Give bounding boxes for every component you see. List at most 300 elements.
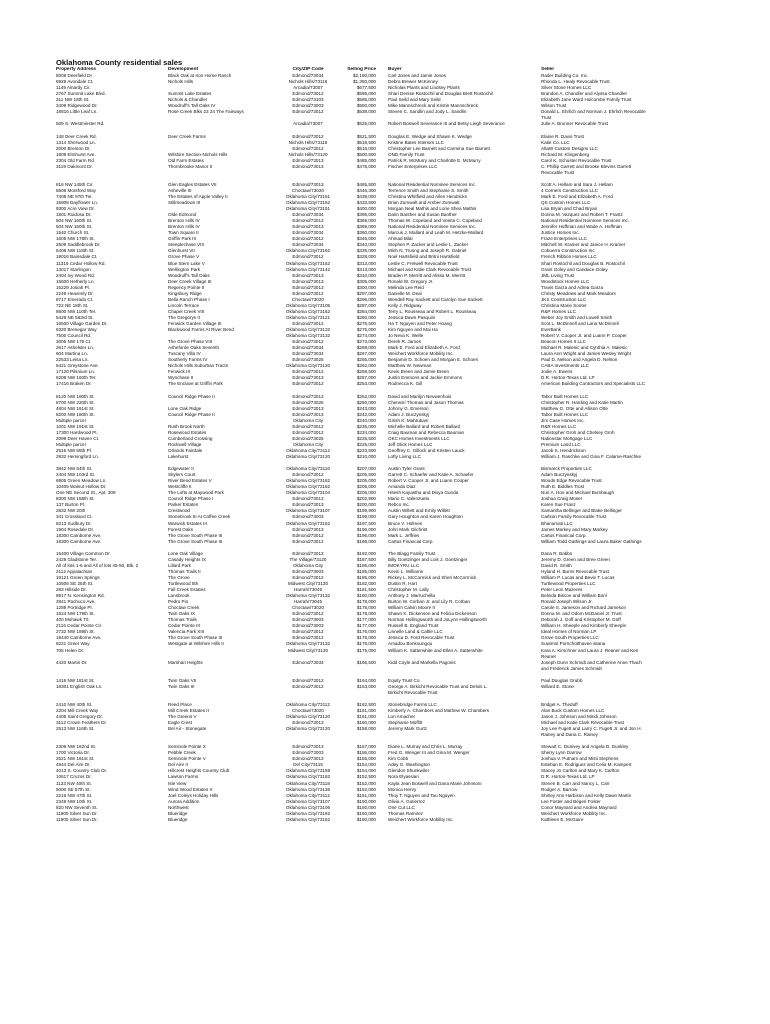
development-cell: Kingsbury Ridge	[168, 290, 202, 296]
buyer-cell: Jessica D. Ford Revocable Trust	[388, 635, 455, 641]
selling-price-cell: $677,500	[356, 85, 376, 91]
selling-price-cell: $207,000	[356, 466, 376, 472]
selling-price-cell: $156,000	[356, 750, 376, 756]
development-cell: Reed Place	[168, 701, 192, 707]
development-cell: Forest Oaks	[168, 526, 194, 532]
selling-price-cell: $305,000	[356, 278, 376, 284]
buyer-cell: Steven C. Sandlin and Jody L. Sandlin	[388, 109, 467, 115]
development-cell: Rush Brook North	[168, 423, 205, 429]
development-cell: Twin Oaks IX	[168, 611, 196, 617]
property-address-cell: 8300 NW 158th St.	[56, 496, 95, 502]
selling-price-cell: $300,000	[356, 284, 376, 290]
seller-cell: Christy Meadows and Mark Meadors	[541, 290, 616, 296]
buyer-cell: Ha T. Nguyen and Peter Hoang	[388, 320, 452, 326]
buyer-cell: Kelly J. Ridgway	[388, 302, 422, 308]
seller-cell: Woods Edge Revocable Trust	[541, 478, 602, 484]
city-zip-cell	[278, 690, 338, 696]
property-address-cell: 8917 N. Kensington Rd.	[56, 593, 105, 599]
selling-price-cell: $150,000	[356, 798, 376, 804]
seller-cell: Weichert Workforce Mobility Inc.	[541, 810, 607, 816]
seller-cell: R&P Homes LLC	[541, 308, 576, 314]
city-zip-cell: Edmond/73013	[292, 375, 324, 381]
property-address-cell: 19016 Bainsdale Ct.	[56, 254, 98, 260]
seller-cell: Tabor Built Homes LLC	[541, 393, 589, 399]
buyer-cell: Jeremy Mark Gurtz	[388, 726, 428, 732]
selling-price-cell: $345,000	[356, 236, 376, 242]
selling-price-cell: $192,000	[356, 550, 376, 556]
city-zip-cell: Oklahoma City/73120	[285, 714, 331, 720]
development-cell: Lakehurst	[168, 454, 189, 459]
buyer-cell: Cheramí Thomas and Jason Thomas	[388, 399, 464, 405]
buyer-cell: Amanda Diaz	[388, 484, 416, 490]
selling-price-cell: $178,000	[356, 605, 376, 611]
seller-cell: Kathleen E. McGuire	[541, 816, 584, 822]
seller-cell: Rainey and Dana C. Rainey	[541, 732, 598, 738]
development-cell: Council Ridge Phase II	[168, 393, 215, 399]
seller-cell: R&R Homes LLC	[541, 423, 577, 429]
property-address-cell: 400 Mohawk Trl.	[56, 617, 90, 623]
buyer-cell: Jessica Dawn Pasquini	[388, 314, 436, 320]
selling-price-cell: $185,000	[356, 574, 376, 580]
seller-cell: Mark E. Ford and Elizabeth A. Ford	[541, 193, 613, 199]
development-cell: The Gregorys II	[168, 314, 200, 320]
seller-cell: Christopher Groh and Chelsey Groh	[541, 429, 615, 435]
buyer-cell: Johnny G. Emerson	[388, 405, 429, 411]
development-cell: The Grove South Phase III	[168, 532, 223, 538]
development-cell	[168, 732, 278, 738]
seller-cell: Mitchell W. Kramer and Janice H. Kramer	[541, 242, 626, 248]
selling-price-cell: $161,000	[356, 707, 376, 713]
seller-cell: Ronald Joseph Wilson Jr.	[541, 599, 593, 605]
buyer-cell: Michael and Katie Clark Revocable Trust	[388, 266, 471, 272]
seller-cell: Dana R. Babbs	[541, 550, 573, 556]
property-address-cell: 4844 Del Aire Dr.	[56, 762, 91, 768]
city-zip-cell: Oklahoma City	[292, 417, 324, 423]
table-row	[56, 690, 716, 696]
property-address-cell	[56, 690, 168, 696]
seller-cell: Carole S. Jameson and Richard Jameson	[541, 605, 627, 611]
buyer-cell: Monica Henry	[388, 786, 417, 792]
seller-cell: William J. Raschke and Gina F. Calame-Raschke	[541, 454, 642, 459]
seller-cell: David R. Smith	[541, 562, 572, 568]
city-zip-cell: Oklahoma City/73151	[285, 206, 331, 212]
property-address-cell: 18301 English Oak Ln.	[56, 683, 103, 689]
city-zip-cell: Oklahoma City/73112	[286, 447, 330, 453]
development-cell: Stillmeadows III	[168, 200, 201, 206]
development-cell: Seminole Pointe V	[168, 756, 206, 762]
selling-price-cell: $205,500	[356, 472, 376, 478]
property-address-cell: 9300 Acre View Dr.	[56, 206, 95, 212]
buyer-cell: Billy Goetzinger and Lois J. Goetzinger	[388, 556, 468, 562]
development-cell: The Greens V	[168, 714, 197, 720]
property-address-cell: 8717 Emerado Ct.	[56, 296, 94, 302]
city-zip-cell: Oklahoma City/73120	[285, 363, 331, 369]
selling-price-cell: $185,000	[356, 568, 376, 574]
buyer-cell: Jeff Glick Homes LLC	[388, 441, 433, 447]
seller-cell: Weber Joy Smith and Lowell Smith	[541, 314, 613, 320]
seller-cell: QS Custom Homes LLC	[541, 200, 591, 206]
city-zip-cell: Edmond/73012	[292, 254, 324, 260]
property-address-cell: 5008 Deerfield Dr.	[56, 73, 94, 79]
property-address-cell: 1133 NW 40th St.	[56, 780, 92, 786]
buyer-cell: Kim Nguyen and Mai Ha	[388, 327, 438, 333]
city-zip-cell: Oklahoma City/73162	[285, 520, 331, 526]
table-row	[56, 121, 716, 127]
seller-cell: American Building Contractors and Specialists LLC	[541, 381, 645, 387]
property-address-cell: 2112 Appalachian	[56, 568, 93, 574]
buyer-cell: Fischer Enterprises LLC	[388, 163, 438, 169]
selling-price-cell: $155,000	[356, 756, 376, 762]
seller-cell: James Markey and Mary Markey	[541, 526, 608, 532]
development-cell: Westgate at Wilshire Hills II	[168, 641, 224, 647]
development-cell: Thomas Trails	[168, 617, 197, 623]
buyer-cell: Linnelle Land & Cattle LLC	[388, 629, 443, 635]
buyer-cell: Olivia A. Gutierrez	[388, 798, 426, 804]
development-cell: Nichols Hills	[168, 79, 194, 85]
selling-price-cell: $235,000	[356, 423, 376, 429]
property-address-cell: 2767 Summit Lake Blvd.	[56, 91, 106, 97]
city-zip-cell: Edmond/73013	[292, 550, 324, 556]
property-address-cell: 4013 S. Country Club Dr.	[56, 768, 108, 774]
property-address-cell: 2349 NW 10th St.	[56, 798, 93, 804]
city-zip-cell: The Village/73120	[289, 556, 327, 562]
city-zip-cell: Choctaw/73020	[292, 707, 324, 713]
city-zip-cell: Edmond/73025	[292, 399, 324, 405]
city-zip-cell: Edmond/73013	[292, 405, 324, 411]
seller-cell: Willard E. Stone	[541, 683, 574, 689]
buyer-cell: Christopher Lee Barnett and Carmina Sue Barnett	[388, 145, 490, 151]
development-cell: Aurora Addition	[168, 798, 200, 804]
selling-price-cell: $446,300	[356, 187, 376, 193]
buyer-cell: Stephanie Moffitt	[388, 720, 423, 726]
selling-price-cell: $178,000	[356, 611, 376, 617]
selling-price-cell: $160,000	[356, 720, 376, 726]
buyer-cell: Geoffrey C. Gillock and Kristen Lauck	[388, 447, 465, 453]
buyer-cell: Stephen P. Zacker and Leslie L. Zacker	[388, 242, 469, 248]
property-address-cell: 1904 Rosedale Dr.	[56, 526, 95, 532]
city-zip-cell: Edmond/73012	[292, 320, 324, 326]
property-address-cell: 8600 NW 110th Ter.	[56, 308, 97, 314]
development-cell	[168, 666, 278, 672]
seller-cell: CABA Investments LLC	[541, 363, 590, 369]
city-zip-cell: Edmond/73012	[292, 629, 324, 635]
seller-cell: Stacey Jo Carlton and Mary K. Carlton	[541, 768, 620, 774]
selling-price-cell: $205,000	[356, 484, 376, 490]
buyer-cell: Thomas Ramirez	[388, 810, 423, 816]
development-cell: Asheforde Oaks Seventh	[168, 345, 220, 351]
buyer-cell: Carl Jones and Jamie Jones	[388, 73, 446, 79]
property-address-cell: 18300 Cambome Ave.	[56, 532, 102, 538]
buyer-cell: William K. Satterwhite and Ellen A. Satterwhite	[388, 647, 483, 653]
selling-price-cell: $360,000	[356, 230, 376, 236]
selling-price-cell: $162,500	[356, 701, 376, 707]
property-address-cell: 1001 NW 191st St.	[56, 423, 95, 429]
property-address-cell: 11900 Silver Sun Dr.	[56, 816, 98, 822]
buyer-cell: Russell B. England Trust	[388, 623, 439, 629]
development-cell	[168, 170, 278, 176]
seller-cell: Rader Building Co. Inc.	[541, 73, 589, 79]
sales-report	[56, 58, 716, 823]
selling-price-cell: $240,000	[356, 417, 376, 423]
seller-cell: Jodie A. Ewens	[541, 369, 573, 375]
seller-cell: Samantha Bellinger and Blake Bellinger	[541, 508, 622, 514]
seller-cell: National Residential Nominee Services Inc.	[541, 218, 630, 224]
seller-cell: Sherry Lynn Darrow	[541, 750, 582, 756]
seller-cell: Kara A. Kirschner and Laura J. Reaner and Ken	[541, 647, 639, 653]
property-address-cell: 341 Crossland Ct.	[56, 514, 93, 520]
city-zip-cell: Edmond/73003	[292, 750, 324, 756]
development-cell: Glenhurst VII	[168, 248, 195, 254]
selling-price-cell: $250,000	[356, 399, 376, 405]
buyer-cell: Norman Hollingsworth and JoLynn Hollingsworth	[388, 617, 487, 623]
buyer-cell	[382, 732, 541, 738]
property-address-cell: 2732 NW 189th St.	[56, 629, 95, 635]
city-zip-cell: Edmond/73012	[292, 133, 324, 139]
development-cell: Choctaw Creek	[168, 605, 200, 611]
selling-price-cell: $269,000	[356, 345, 376, 351]
seller-cell: Joseph Dunn Schmidt and Catherine Anne Thach	[541, 659, 642, 665]
selling-price-cell: $178,000	[356, 599, 376, 605]
seller-cell: Jason J. Johnson and Mindi Johnson	[541, 714, 617, 720]
selling-price-cell: $243,000	[356, 405, 376, 411]
property-address-cell: 2000 Brenton Dr.	[56, 145, 91, 151]
property-address-cell: 8700 NW 220th St.	[56, 399, 95, 405]
city-zip-cell	[278, 170, 338, 176]
selling-price-cell: $280,000	[356, 314, 376, 320]
city-zip-cell: Edmond/73103	[292, 97, 324, 103]
property-address-cell: 15908 Dayflower Ln.	[56, 200, 99, 206]
city-zip-cell: Oklahoma City/73112	[286, 792, 330, 798]
buyer-cell: Christopher M. Lally	[388, 587, 429, 593]
selling-price-cell: $152,500	[356, 774, 376, 780]
buyer-cell: Paul Seild and Mary Seild	[388, 97, 441, 103]
city-zip-cell: Edmond/73034	[292, 659, 324, 665]
seller-cell: Katie Co. LLC	[541, 139, 570, 145]
property-address-cell: 6320 Brenegar Way	[56, 327, 97, 333]
property-address-cell	[56, 170, 168, 176]
seller-cell: Lisa Bryan and Chad Bryan	[541, 206, 598, 212]
table-row	[56, 454, 716, 460]
city-zip-cell: Oklahoma City/73162	[285, 308, 331, 314]
property-address-cell: 16229 Josiah Pl.	[56, 284, 90, 290]
city-zip-cell: Edmond/73012	[292, 290, 324, 296]
buyer-cell: Melinda Lee Reid	[388, 284, 424, 290]
seller-cell: Bhanumati LLC	[541, 520, 573, 526]
city-zip-cell: Oklahoma City/73162	[285, 248, 331, 254]
seller-cell: Scot L. McDinnell and Lana McDinnell	[541, 320, 619, 326]
seller-cell: AltaW Custom Designs LLC	[541, 145, 598, 151]
city-zip-cell: Oklahoma City/73135	[285, 786, 331, 792]
city-zip-cell: Nichols Hills/73116	[288, 79, 328, 85]
selling-price-cell: $265,000	[356, 357, 376, 363]
property-address-cell: 17300 Hardwood Pl.	[56, 429, 98, 435]
selling-price-cell: $262,000	[356, 363, 376, 369]
seller-cell: Suwimol Pornchotthavee sitana	[541, 641, 606, 647]
seller-cell: Bridget A. Theduff	[541, 701, 578, 707]
seller-cell: Grant Goley and Candace Goley	[541, 266, 608, 272]
development-cell: Blue Stem Lake V	[168, 260, 205, 266]
selling-price-cell: $205,000	[356, 490, 376, 496]
city-zip-cell: Edmond/73012	[292, 635, 324, 641]
property-address-cell: 2521 NW 161st St.	[56, 756, 95, 762]
selling-price-cell: $465,500	[356, 181, 376, 187]
property-address-cell: 18440 Cambome Ave.	[56, 635, 102, 641]
property-address-cell: 137 Burton Pl.	[56, 502, 86, 508]
buyer-cell: Adam J. Buczynskyj	[388, 411, 430, 417]
property-address-cell: 1801 Ruidosa Dr.	[56, 212, 92, 218]
buyer-cell: Girish K. Mahtubani	[388, 417, 429, 423]
header-property-address: Property Address	[56, 67, 97, 72]
selling-price-cell: $310,000	[356, 272, 376, 278]
buyer-cell: Benjamin D. Schoen and Morgan E. Schoen	[388, 357, 479, 363]
buyer-cell: Darin Banther and Susan Banther	[388, 212, 457, 218]
seller-cell: JKS Construction LLC	[541, 296, 587, 302]
property-address-cell: 3409 Ridgewood Dr.	[56, 103, 98, 109]
buyer-cell: Brian Zumwalt and Amber Zumwalt	[388, 200, 460, 206]
selling-price-cell: $175,000	[356, 635, 376, 641]
selling-price-cell: $257,000	[356, 375, 376, 381]
city-zip-cell: Oklahoma City/73162	[285, 478, 331, 484]
seller-cell: Michael R. Malesic and Cynthia A. Malesic	[541, 345, 628, 351]
buyer-cell: Diane L. Murray and Chris L. Murray	[388, 744, 463, 750]
property-address-cell: 10405 Walnut Hollow Dr.	[56, 484, 107, 490]
property-address-cell: 820 NW Seventh St.	[56, 804, 98, 810]
city-zip-cell: Oklahoma City	[292, 562, 324, 568]
city-zip-cell: Oklahoma City/73162	[285, 484, 331, 490]
buyer-cell: Nicholas Plants and Lindsey Plants	[388, 85, 460, 91]
city-zip-cell: Choctaw/73020	[292, 187, 324, 193]
city-zip-cell: Oklahoma City/73162	[285, 260, 331, 266]
seller-cell: Alan Buck Custom Homes LLC	[541, 707, 605, 713]
development-cell: Town Square II	[168, 230, 199, 236]
development-cell: Fenwick IX	[168, 369, 191, 375]
city-zip-cell: Oklahoma City/73162	[285, 200, 331, 206]
buyer-cell: William Calvin Moore II	[388, 605, 435, 611]
seller-cell: Matthew G. Otte and Allison Otte	[541, 405, 608, 411]
seller-cell: JML Living Trust	[541, 272, 575, 278]
development-cell: Olde Edmond	[168, 212, 197, 218]
property-address-cell: 2099 Deer Haven Ct.	[56, 435, 100, 441]
city-zip-cell: Arcadia/73007	[293, 85, 323, 91]
city-zip-cell: Edmond/73013	[292, 756, 324, 762]
seller-cell: Christopher R. Harding and Katie Martin	[541, 399, 623, 405]
selling-price-cell: $225,000	[356, 441, 376, 447]
development-cell: Woodruff's Tall Oaks	[168, 272, 210, 278]
development-cell: Rockwell Village	[168, 441, 202, 447]
selling-price-cell: $258,500	[356, 369, 376, 375]
table-row	[56, 381, 716, 387]
selling-price-cell: $187,500	[356, 556, 376, 562]
table-row	[56, 817, 716, 823]
property-address-cell: 2404 NW 103rd St.	[56, 472, 96, 478]
city-zip-cell: Oklahoma City/73132	[285, 641, 331, 647]
buyer-cell: Thuy T. Nguyen and Tau Nguyen	[388, 792, 455, 798]
development-cell: Blueridge	[168, 810, 188, 816]
header-buyer: Buyer	[388, 67, 402, 72]
buyer-cell: OND Family Trust	[388, 151, 425, 157]
property-address-cell: 6208 NW 160th Ter.	[56, 375, 97, 381]
city-zip-cell: Oklahoma City/73162	[285, 774, 331, 780]
city-zip-cell: Edmond/73003	[292, 617, 324, 623]
selling-price-cell: $550,000	[356, 103, 376, 109]
buyer-cell: Nora Elyassian	[388, 774, 419, 780]
city-zip-cell: Oklahoma City/73162	[285, 810, 331, 816]
development-cell: River Bend Estates V	[168, 478, 212, 484]
city-zip-cell: Nichols Hills/73116	[288, 139, 328, 145]
city-zip-cell: Oklahoma City/73142	[285, 266, 331, 272]
seller-cell: Esteban E. Rodriguez and Celia M. Kampert	[541, 762, 632, 768]
seller-cell: William Todd Gathings and Laura Baker Gathings	[541, 538, 642, 544]
development-cell: Twin Oaks VII	[168, 677, 197, 683]
seller-cell: Hyland H. Burns Revocable Trust	[541, 568, 609, 574]
selling-price-cell: $335,000	[356, 248, 376, 254]
seller-cell: Carlson Family Revocable Trust	[541, 514, 607, 520]
seller-cell: Richard M. Klingenberg	[541, 151, 590, 157]
development-cell: Thornbrooke Manor II	[168, 163, 213, 169]
city-zip-cell: Edmond/73012	[292, 429, 324, 435]
selling-price-cell: $267,000	[356, 351, 376, 357]
buyer-cell: Adey G. Washington	[388, 762, 430, 768]
seller-cell: Nuri A. Hoo and Michael Bumbaugh	[541, 490, 615, 496]
property-address-cell: 18816 Little Leaf Ln.	[56, 109, 98, 115]
seller-cell: Premium Land LLC	[541, 441, 581, 447]
property-address-cell: 2832 NW 20th	[56, 508, 86, 514]
development-cell: Fenwick Garden Village III	[168, 320, 222, 326]
city-zip-cell: Edmond/73013	[292, 224, 324, 230]
city-zip-cell: Oklahoma City/73107	[285, 798, 331, 804]
buyer-cell: Terrence Smith and Stephanie S. Smith	[388, 187, 469, 193]
property-address-cell: 16400 Village Common Dr.	[56, 550, 111, 556]
buyer-cell: Craig Bauman and Rebecca Bauman	[388, 429, 465, 435]
development-cell: Tuscany Villa IV	[168, 351, 201, 357]
buyer-cell: Patrick R. McMurry and Charlotte E. McMurry	[388, 157, 481, 163]
development-cell: Southerly Farms IV	[168, 357, 208, 363]
selling-price-cell: $521,500	[356, 133, 376, 139]
buyer-cell: Birkicht Revocable Trust	[388, 689, 438, 695]
property-address-cell: 504 NW 160th St.	[56, 224, 93, 230]
development-cell: Wilshire Section-Nichols Hills	[168, 151, 228, 157]
buyer-cell: Robert Boswell Severance III and Betsy Leigh Severance	[388, 121, 505, 127]
city-zip-cell: Oklahoma City/73132	[285, 327, 331, 333]
buyer-cell: Glendon Shunkwiler	[388, 768, 430, 774]
development-cell: The Grove South Phase III	[168, 538, 223, 544]
property-address-cell: 2410 NW 40th St.	[56, 701, 93, 707]
buyer-cell: Ahmad Bilal	[388, 236, 413, 242]
selling-price-cell: $158,000	[356, 726, 376, 732]
development-cell: Brenton Hills IV	[168, 224, 200, 230]
city-zip-cell: Edmond/73012	[292, 145, 324, 151]
selling-price-cell: $223,500	[356, 447, 376, 453]
seller-cell: Peter Leon Mazeres	[541, 587, 583, 593]
buyer-cell: Gary Houghton and Karen Houghton	[388, 514, 463, 520]
buyer-cell: One Cut LLC	[388, 804, 415, 810]
development-cell: Lone Oak Ridge	[168, 405, 202, 411]
development-cell: Woodruff's Tall Oaks IV	[168, 103, 216, 109]
development-cell: Lawson Farms	[168, 774, 199, 780]
buyer-cell: Kevin L. Williams	[388, 568, 423, 574]
property-address-cell: Multiple parcel	[56, 417, 86, 423]
city-zip-cell: Nichols Hills/73120	[288, 151, 328, 157]
city-zip-cell: Edmond/73013	[292, 272, 324, 278]
property-address-cell: 3119 Oakmont Dr.	[56, 163, 93, 169]
property-address-cell: 311 NW 18th St.	[56, 97, 90, 103]
selling-price-cell: $273,000	[356, 339, 376, 345]
seller-cell: Julie A. Brunner Revocable Trust	[541, 121, 608, 127]
city-zip-cell: Oklahoma City/73162	[285, 816, 331, 822]
city-zip-cell: Edmond/73013	[292, 526, 324, 532]
property-address-cell: 2428 Gladstone Ter.	[56, 556, 98, 562]
buyer-cell: Noel Hartsfield and Britni Hartsfield	[388, 254, 460, 260]
